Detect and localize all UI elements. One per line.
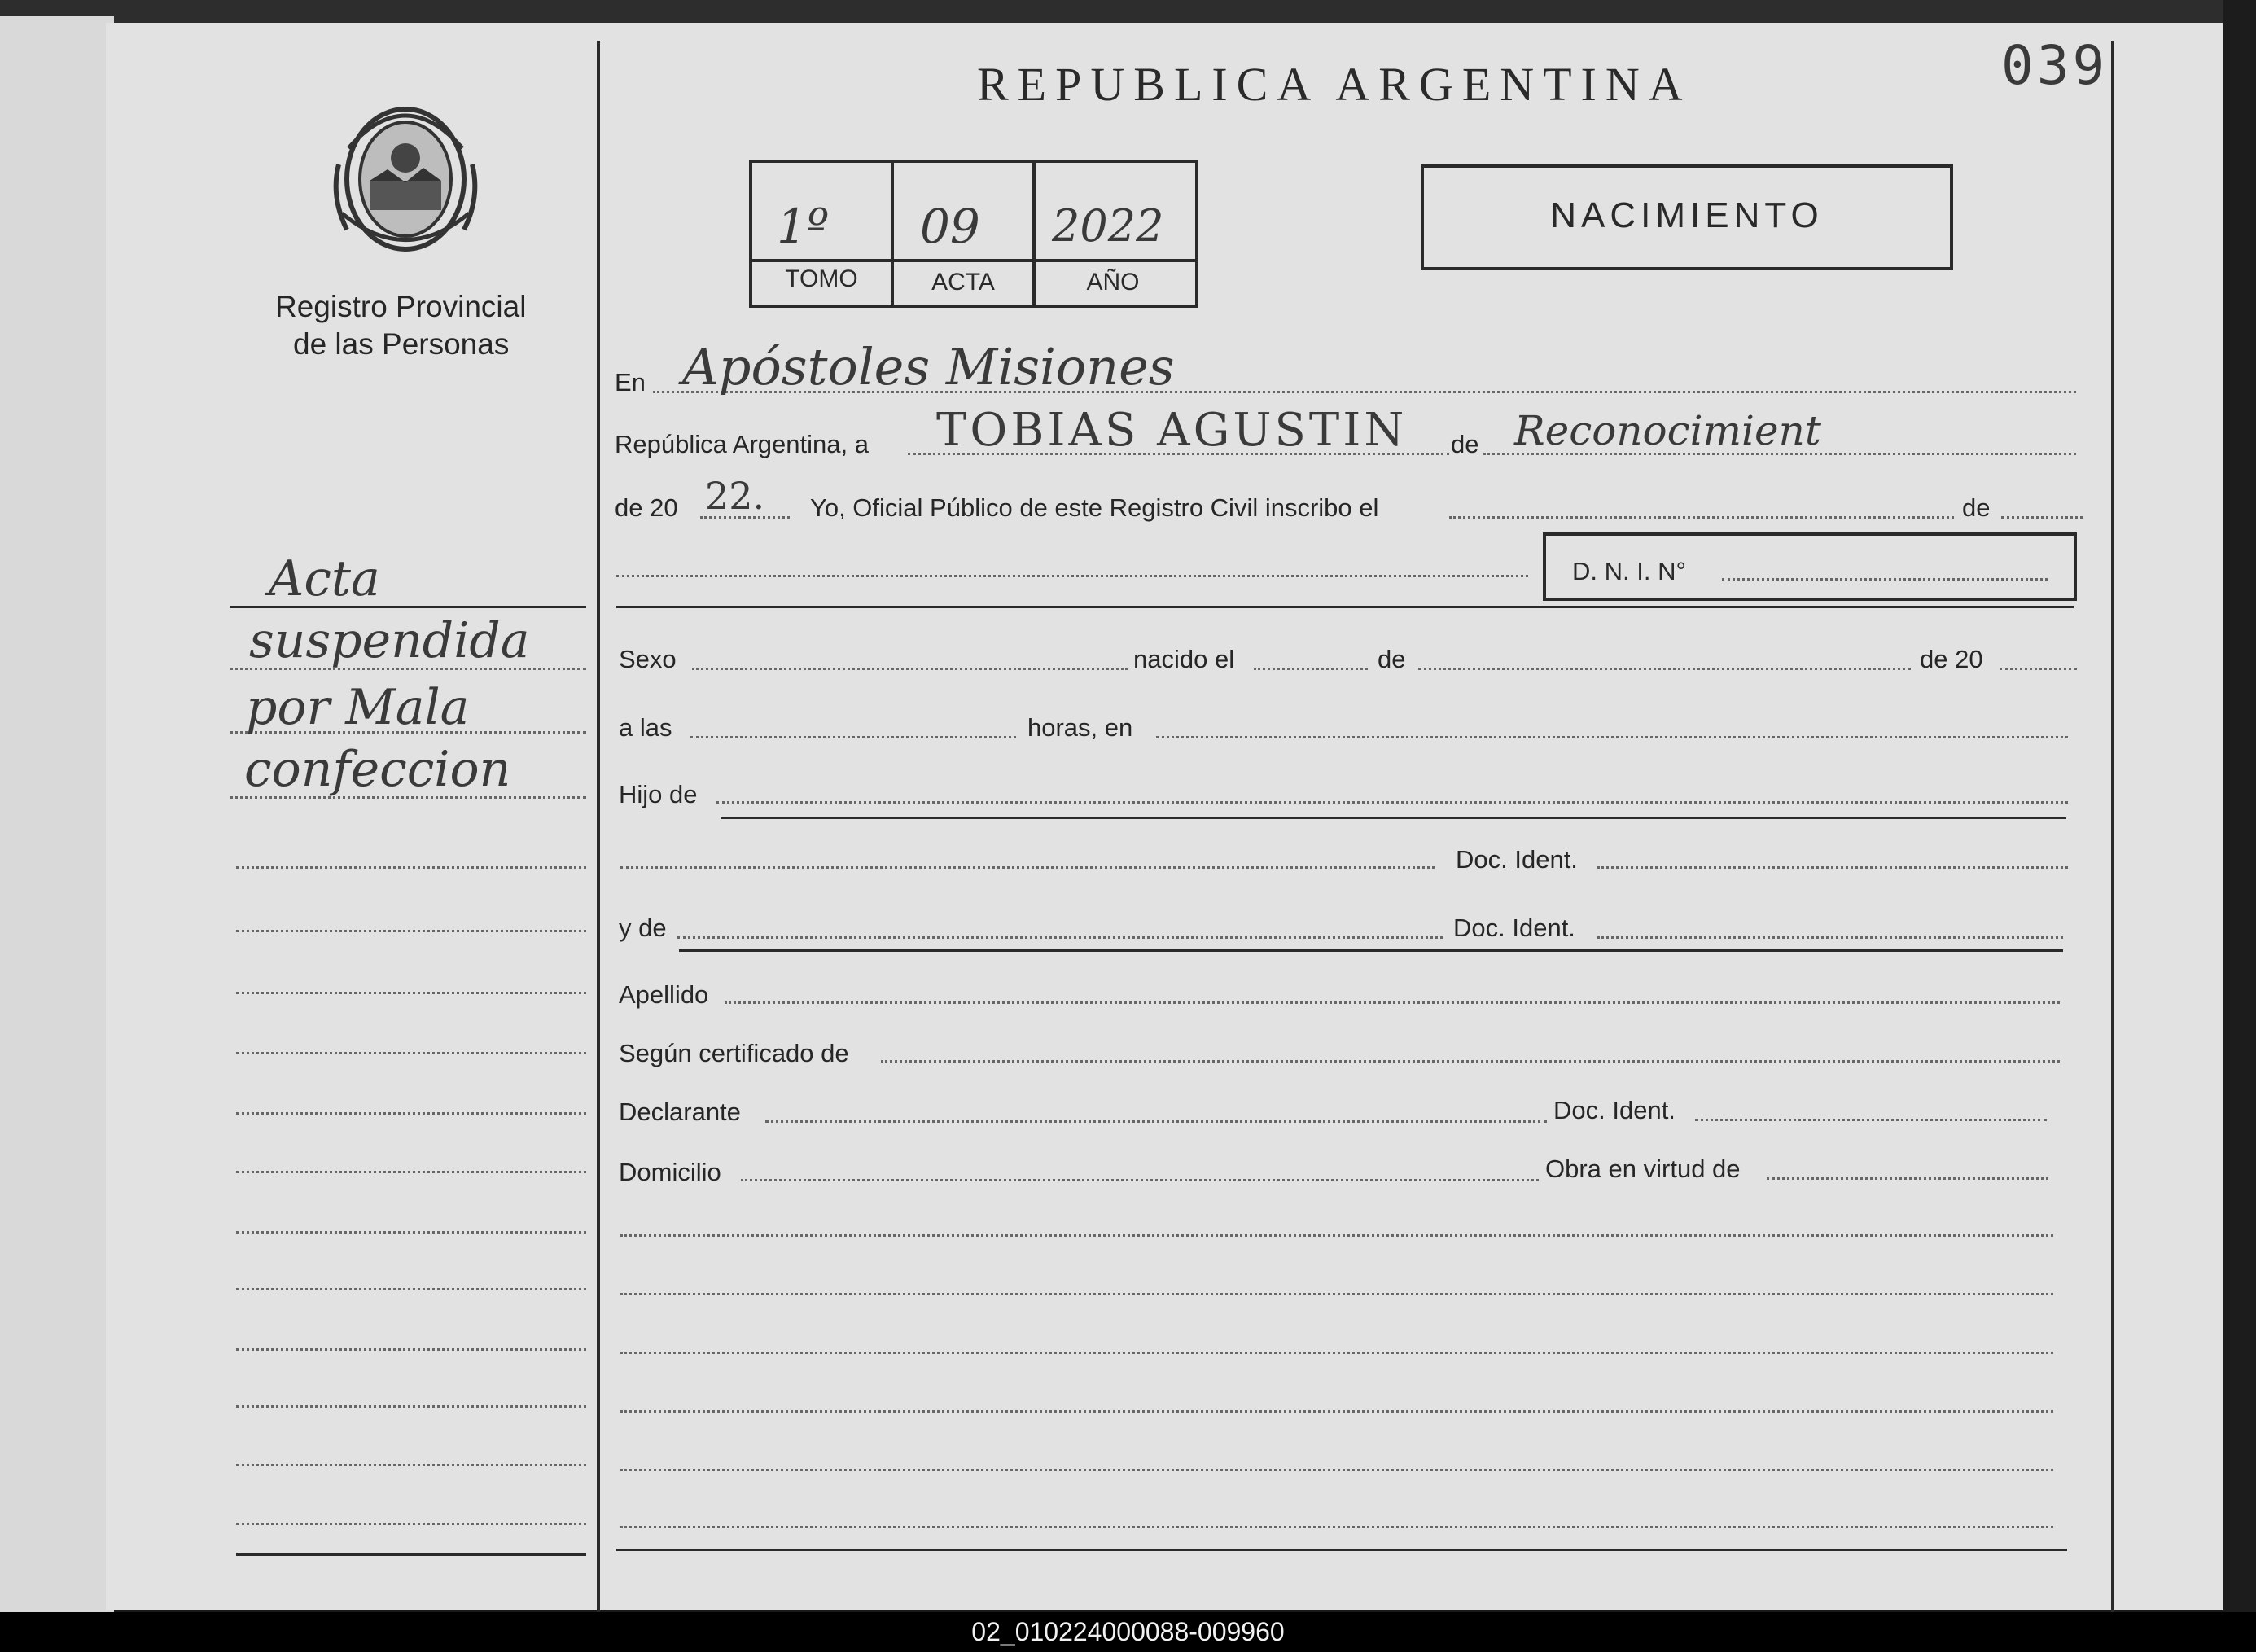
document-title: REPUBLICA ARGENTINA: [977, 58, 1692, 111]
record-number-box: [749, 160, 1198, 308]
scan-top-edge: [0, 0, 2256, 24]
en-value: Apóstoles Misiones: [682, 337, 1175, 397]
book-spine: [0, 16, 114, 1612]
nacido-de20-label: de 20: [1920, 645, 1983, 673]
segun-line: [881, 1060, 2060, 1063]
dni-label: D. N. I. N°: [1572, 557, 1686, 585]
margin-line: [236, 930, 586, 932]
margin-line: [236, 1112, 586, 1115]
inscribo-line: [1449, 516, 1954, 519]
declarante-doc-line: [1695, 1119, 2047, 1121]
dni-box: [1543, 532, 2077, 601]
blank-line: [620, 1469, 2053, 1471]
horas-label: horas, en: [1027, 713, 1133, 742]
apellido-label: Apellido: [619, 980, 709, 1009]
form-bottom-line: [616, 1549, 2067, 1551]
declarante-label: Declarante: [619, 1098, 741, 1126]
margin-note-line4: confeccion: [244, 741, 511, 798]
margin-line: [236, 1052, 586, 1054]
column-divider: [597, 41, 600, 1612]
margin-line: [236, 1405, 586, 1408]
anio-value: 2022: [1052, 200, 1164, 252]
nacido-de20-line: [2000, 668, 2077, 670]
margin-note-line1: Acta: [269, 550, 380, 607]
doc1-pre-line: [620, 866, 1435, 869]
sexo-label: Sexo: [619, 645, 677, 673]
margin-line: [236, 1171, 586, 1173]
nacido-de-line: [1418, 668, 1911, 670]
republica-label: República Argentina, a: [615, 430, 869, 458]
blank-line: [620, 1352, 2053, 1354]
form-right-border: [2111, 41, 2114, 1612]
republica-de-label: de: [1451, 430, 1479, 458]
acta-label: ACTA: [931, 269, 995, 296]
blank-line: [620, 1293, 2053, 1295]
acta-value: 09: [920, 199, 980, 254]
blank-line: [620, 1526, 2053, 1528]
anio-label: AÑO: [1086, 269, 1140, 296]
nacido-de-label: de: [1378, 645, 1406, 673]
registry-name-line2: de las Personas: [293, 327, 510, 361]
domicilio-label: Domicilio: [619, 1158, 721, 1186]
yde-doc-label: Doc. Ident.: [1453, 914, 1575, 942]
yde-label: y de: [619, 914, 667, 942]
segun-label: Según certificado de: [619, 1039, 849, 1067]
file-id-label: 02_010224000088-009960: [971, 1617, 1285, 1646]
tomo-value: 1º: [777, 199, 830, 254]
apellido-line: [725, 1001, 2060, 1004]
margin-note-line2: suspendida: [249, 612, 530, 669]
nacido-label: nacido el: [1133, 645, 1235, 673]
en-label: En: [615, 368, 646, 397]
year-label: de 20: [615, 493, 678, 522]
inscribo-text: Yo, Oficial Público de este Registro Civil inscribo el: [810, 493, 1379, 522]
doc1-label: Doc. Ident.: [1456, 845, 1578, 874]
margin-line: [236, 992, 586, 994]
form-type-label: NACIMIENTO: [1550, 195, 1824, 235]
blank-line: [616, 575, 1528, 577]
obra-line: [1767, 1177, 2048, 1180]
margin-line: [236, 866, 586, 869]
inscribo-de-line: [2001, 516, 2083, 519]
sexo-line: [692, 668, 1128, 670]
hijo-line: [716, 801, 2068, 804]
blank-line: [620, 1234, 2053, 1237]
hijo-label: Hijo de: [619, 780, 698, 808]
yde-line: [677, 936, 1443, 939]
registry-name-line1: Registro Provincial: [275, 290, 527, 323]
margin-line: [236, 1464, 586, 1466]
hora-line: [690, 736, 1016, 738]
declarante-line: [765, 1120, 1547, 1123]
doc1-line: [1597, 866, 2068, 869]
margin-line: [236, 1288, 586, 1290]
republica-de-value: Reconocimient: [1514, 407, 1821, 454]
obra-label: Obra en virtud de: [1545, 1155, 1741, 1183]
hijo-underline: [721, 817, 2066, 819]
scan-right-edge: [2223, 0, 2256, 1620]
margin-bottom-line: [236, 1553, 586, 1556]
republica-value: TOBIAS AGUSTIN: [936, 404, 1408, 457]
nacido-line: [1254, 668, 1368, 670]
section-divider: [616, 606, 2074, 608]
hora-label: a las: [619, 713, 672, 742]
declarante-doc-label: Doc. Ident.: [1553, 1096, 1676, 1124]
margin-note-line3: por Mala: [246, 679, 470, 736]
margin-line: [236, 1348, 586, 1351]
yde-underline: [679, 949, 2063, 952]
margin-line: [236, 1231, 586, 1234]
margin-line: [236, 1523, 586, 1525]
domicilio-line: [741, 1179, 1539, 1181]
year-value: 22.: [705, 474, 765, 518]
page-number: 039: [2001, 34, 2109, 97]
yde-doc-line: [1597, 936, 2063, 939]
blank-line: [620, 1410, 2053, 1413]
horas-line: [1156, 736, 2068, 738]
tomo-label: TOMO: [785, 265, 858, 292]
inscribo-de-label: de: [1962, 493, 1991, 522]
form-type-box: [1421, 164, 1953, 270]
provincial-seal-icon: [324, 91, 487, 262]
